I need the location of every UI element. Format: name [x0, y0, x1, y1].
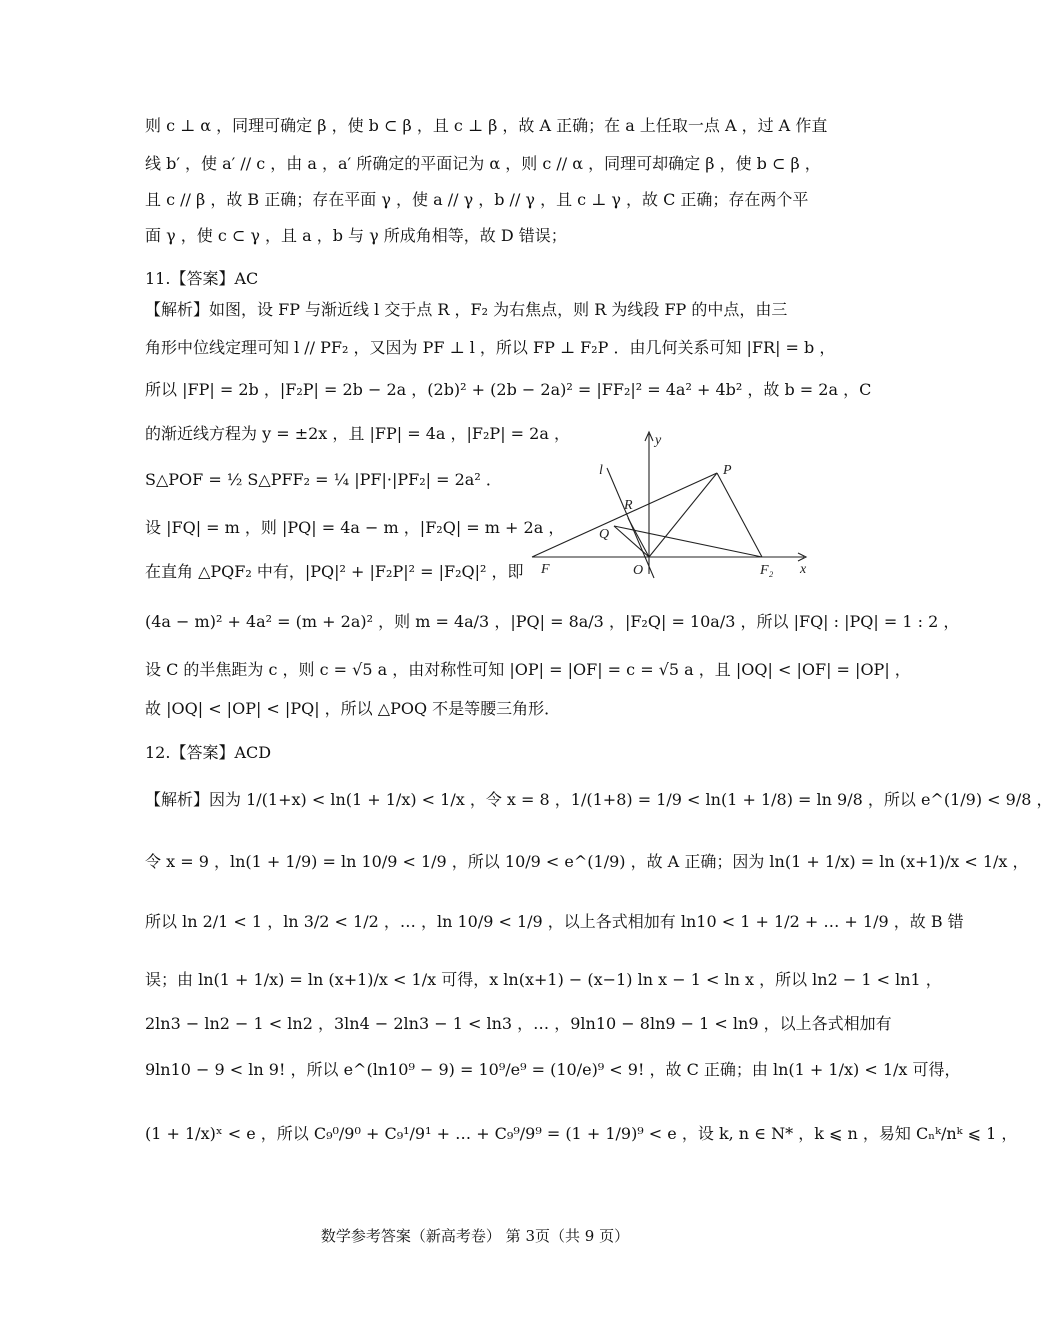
text-line-22: 9ln10 − 9 < ln 9! ，所以 e^(ln10⁹ − 9) = 10⁹/e⁹ = (10/e)⁹ < 9! ，故 C 正确；由 ln(1 + 1/x) < 1/x 可得， [145, 1060, 961, 1079]
segment-RO [628, 518, 649, 557]
text-line-11: 设 |FQ| = m ，则 |PQ| = 4a − m ，|F₂Q| = m + 2a ， [145, 518, 565, 537]
text-line-2: 线 b′ ，使 a′ // c ，由 a ，a′ 所确定的平面记为 α ，则 c // α ，同理可却确定 β ，使 b ⊂ β ， [145, 154, 821, 173]
label-x: x [800, 562, 807, 577]
text-line-9: 的渐近线方程为 y = ±2x ，且 |FP| = 4a ，|F₂P| = 2a ， [145, 424, 570, 443]
label-O: O [633, 563, 644, 578]
segment-QO [614, 526, 649, 557]
text-line-3: 且 c // β ，故 B 正确；存在平面 γ ，使 a // γ ，b // γ ，且 c ⊥ γ ，故 C 正确；存在两个平 [145, 190, 809, 209]
text-line-6: 【解析】如图，设 FP 与渐近线 l 交于点 R ，F₂ 为右焦点，则 R 为线段 FP 的中点，由三 [145, 300, 788, 319]
label-Q: Q [599, 527, 610, 542]
answer-12-heading: 12.【答案】ACD [145, 743, 272, 762]
label-F: F [541, 562, 550, 577]
text-line-15: 故 |OQ| < |OP| < |PQ| ，所以 △POQ 不是等腰三角形． [145, 699, 561, 718]
label-R: R [624, 498, 633, 513]
text-line-17: 【解析】因为 1/(1+x) < ln(1 + 1/x) < 1/x ，令 x = 8 ，1/(1+8) = 1/9 < ln(1 + 1/8) = ln 9/8 ，所以 e^(1/9) < 9/8 ， [145, 790, 1052, 809]
text-line-4: 面 γ ，使 c ⊂ γ ，且 a ，b 与 γ 所成角相等，故 D 错误； [145, 226, 567, 245]
segment-OP [649, 473, 717, 557]
segment-PF2 [717, 473, 762, 557]
text-line-19: 所以 ln 2/1 < 1 ，ln 3/2 < 1/2 ，… ，ln 10/9 < 1/9 ，以上各式相加有 ln10 < 1 + 1/2 + … + 1/9 ，故 B 错 [145, 912, 964, 931]
segment-FP [532, 473, 717, 557]
text-line-18: 令 x = 9 ，ln(1 + 1/9) = ln 10/9 < 1/9 ，所以 10/9 < e^(1/9) ，故 A 正确；因为 ln(1 + 1/x) = ln (x+1)/x < 1/x ， [145, 852, 1029, 871]
text-line-20: 误；由 ln(1 + 1/x) = ln (x+1)/x < 1/x 可得，x ln(x+1) − (x−1) ln x − 1 < ln x ，所以 ln2 − 1 < ln1 ， [145, 970, 942, 989]
label-P: P [723, 463, 732, 478]
text-line-12: 在直角 △PQF₂ 中有，|PQ|² + |F₂P|² = |F₂Q|² ，即 [145, 562, 524, 581]
text-line-23: (1 + 1/x)ˣ < e ，所以 C₉⁰/9⁰ + C₉¹/9¹ + … + C₉⁹/9⁹ = (1 + 1/9)⁹ < e ，设 k, n ∈ N* ，k ⩽ n ，易知 Cₙᵏ/nᵏ ⩽ 1 ， [145, 1124, 1018, 1143]
text-line-21: 2ln3 − ln2 − 1 < ln2 ，3ln4 − 2ln3 − 1 < ln3 ，… ，9ln10 − 8ln9 − 1 < ln9 ，以上各式相加有 [145, 1014, 892, 1033]
text-line-8: 所以 |FP| = 2b ，|F₂P| = 2b − 2a ，(2b)² + (2b − 2a)² = |FF₂|² = 4a² + 4b² ，故 b = 2a ，C [145, 380, 872, 399]
hyperbola-figure [532, 426, 822, 586]
label-F2: F₂ [760, 563, 774, 578]
answer-11-heading: 11.【答案】AC [145, 269, 259, 288]
label-y: y [655, 433, 662, 448]
page-footer: 数学参考答案（新高考卷） 第 3页（共 9 页） [320, 1227, 630, 1245]
text-line-13: (4a − m)² + 4a² = (m + 2a)² ，则 m = 4a/3 ，|PQ| = 8a/3 ，|F₂Q| = 10a/3 ，所以 |FQ| : |PQ| = 1 : 2 ， [145, 612, 960, 631]
segment-QF2 [614, 526, 762, 557]
text-line-1: 则 c ⊥ α ，同理可确定 β ，使 b ⊂ β ，且 c ⊥ β ，故 A 正确；在 a 上任取一点 A ，过 A 作直 [145, 116, 828, 135]
text-line-10: S△POF = ½ S△PFF₂ = ¼ |PF|·|PF₂| = 2a² ． [145, 470, 502, 489]
label-l: l [599, 463, 603, 478]
text-line-7: 角形中位线定理可知 l // PF₂ ，又因为 PF ⊥ l ，所以 FP ⊥ F₂P ．由几何关系可知 |FR| = b ， [145, 338, 836, 357]
text-line-14: 设 C 的半焦距为 c ，则 c = √5 a ，由对称性可知 |OP| = |OF| = c = √5 a ，且 |OQ| < |OF| = |OP| ， [145, 660, 911, 679]
